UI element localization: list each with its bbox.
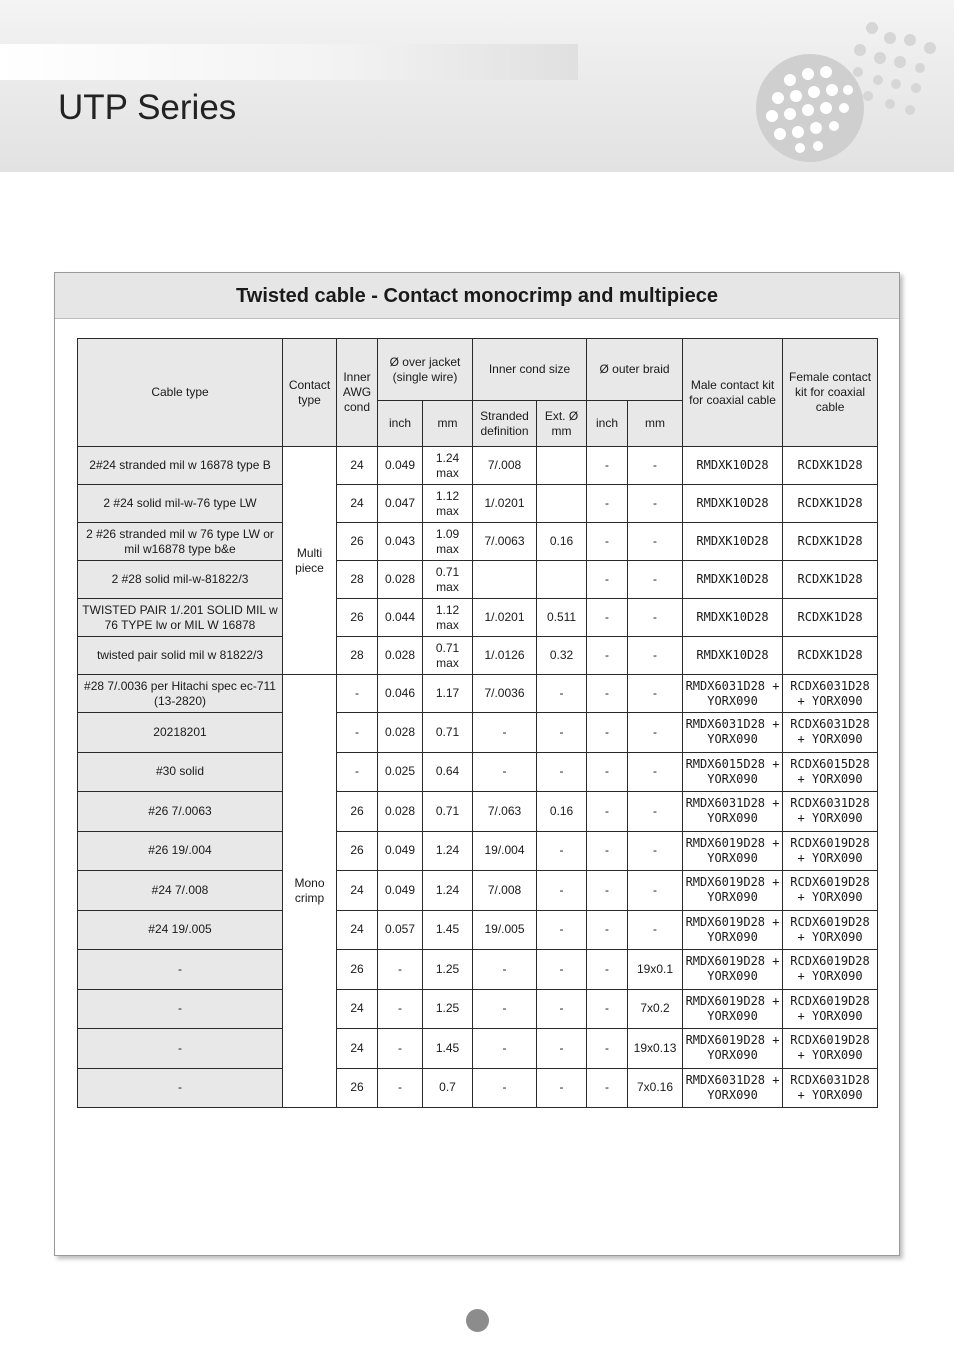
j-inch-cell: - [378, 1068, 423, 1108]
male-kit-cell: RMDXK10D28 [683, 599, 783, 637]
j-inch-cell: - [378, 989, 423, 1029]
cable-type-cell: - [78, 1068, 283, 1108]
male-kit-cell: RMDXK10D28 [683, 523, 783, 561]
panel-title: Twisted cable - Contact monocrimp and multipiece [55, 273, 899, 319]
j-mm-cell: 1.25 [423, 950, 473, 990]
header-female-kit: Female contact kit for coaxial cable [783, 339, 878, 447]
awg-cell: 26 [337, 523, 378, 561]
cable-type-cell: #24 7/.008 [78, 871, 283, 911]
strand-cell: 7/.0036 [473, 675, 537, 713]
strand-cell: 1/.0201 [473, 485, 537, 523]
table-row [78, 989, 878, 1029]
table-row [78, 910, 878, 950]
male-kit-cell: RMDXK10D28 [683, 561, 783, 599]
b-mm-cell: 19x0.1 [628, 950, 683, 990]
strand-cell: - [473, 950, 537, 990]
strand-cell: - [473, 989, 537, 1029]
b-mm-cell: - [628, 561, 683, 599]
ext-cell: - [537, 675, 587, 713]
cable-type-cell: #28 7/.0036 per Hitachi spec ec-711 (13-2820) [78, 675, 283, 713]
strand-cell: 7/.008 [473, 447, 537, 485]
awg-cell: - [337, 675, 378, 713]
cable-type-cell: - [78, 989, 283, 1029]
cable-type-cell: - [78, 1029, 283, 1069]
ext-cell: - [537, 950, 587, 990]
ext-cell [537, 561, 587, 599]
female-kit-cell: RCDXK1D28 [783, 599, 878, 637]
cable-type-cell: twisted pair solid mil w 81822/3 [78, 637, 283, 675]
b-mm-cell: - [628, 713, 683, 753]
table-row [78, 637, 878, 675]
header-cable-type: Cable type [78, 339, 283, 447]
b-inch-cell: - [587, 1029, 628, 1069]
j-mm-cell: 0.71 max [423, 637, 473, 675]
b-inch-cell: - [587, 637, 628, 675]
cable-type-cell: #26 19/.004 [78, 831, 283, 871]
female-kit-cell: RCDX6015D28 + YORX090 [783, 752, 878, 792]
b-mm-cell: - [628, 871, 683, 911]
group-multi-piece: Multi piece [283, 447, 337, 675]
dots-logo-icon [740, 10, 954, 172]
awg-cell: 26 [337, 831, 378, 871]
j-mm-cell: 0.71 max [423, 561, 473, 599]
b-inch-cell: - [587, 831, 628, 871]
header-ext: Ext. Ø mm [537, 401, 587, 447]
awg-cell: - [337, 752, 378, 792]
ext-cell [537, 485, 587, 523]
j-inch-cell: 0.044 [378, 599, 423, 637]
header-male-kit: Male contact kit for coaxial cable [683, 339, 783, 447]
awg-cell: 26 [337, 792, 378, 832]
j-mm-cell: 1.12 max [423, 485, 473, 523]
female-kit-cell: RCDX6031D28 + YORX090 [783, 1068, 878, 1108]
cable-type-cell: #26 7/.0063 [78, 792, 283, 832]
b-inch-cell: - [587, 599, 628, 637]
b-mm-cell: - [628, 752, 683, 792]
table-row [78, 871, 878, 911]
j-mm-cell: 1.24 [423, 871, 473, 911]
ext-cell: 0.511 [537, 599, 587, 637]
strand-cell: 1/.0126 [473, 637, 537, 675]
awg-cell: 24 [337, 989, 378, 1029]
spec-table [77, 338, 878, 1108]
ext-cell: - [537, 831, 587, 871]
ext-cell [537, 447, 587, 485]
cable-type-cell: 2 #26 stranded mil w 76 type LW or mil w16878 type b&e [78, 523, 283, 561]
male-kit-cell: RMDX6019D28 + YORX090 [683, 910, 783, 950]
female-kit-cell: RCDX6019D28 + YORX090 [783, 831, 878, 871]
b-inch-cell: - [587, 523, 628, 561]
male-kit-cell: RMDX6031D28 + YORX090 [683, 713, 783, 753]
female-kit-cell: RCDXK1D28 [783, 637, 878, 675]
b-inch-cell: - [587, 675, 628, 713]
female-kit-cell: RCDX6031D28 + YORX090 [783, 675, 878, 713]
table-row [78, 950, 878, 990]
j-inch-cell: 0.028 [378, 561, 423, 599]
cable-type-cell: - [78, 950, 283, 990]
strand-cell: - [473, 752, 537, 792]
header-inner-cond: Inner cond size [473, 339, 587, 401]
cable-type-cell: #24 19/.005 [78, 910, 283, 950]
j-inch-cell: 0.057 [378, 910, 423, 950]
female-kit-cell: RCDX6019D28 + YORX090 [783, 1029, 878, 1069]
female-kit-cell: RCDXK1D28 [783, 561, 878, 599]
cable-type-cell: 2 #28 solid mil-w-81822/3 [78, 561, 283, 599]
b-mm-cell: - [628, 831, 683, 871]
header-braid-mm: mm [628, 401, 683, 447]
male-kit-cell: RMDX6019D28 + YORX090 [683, 1029, 783, 1069]
page-title: UTP Series [58, 88, 237, 127]
male-kit-cell: RMDX6031D28 + YORX090 [683, 675, 783, 713]
j-inch-cell: 0.028 [378, 792, 423, 832]
header-stripe [0, 44, 578, 80]
awg-cell: 28 [337, 637, 378, 675]
awg-cell: 24 [337, 910, 378, 950]
awg-cell: 26 [337, 1068, 378, 1108]
ext-cell: - [537, 713, 587, 753]
b-inch-cell: - [587, 752, 628, 792]
j-mm-cell: 1.24 max [423, 447, 473, 485]
b-mm-cell: - [628, 485, 683, 523]
b-inch-cell: - [587, 447, 628, 485]
female-kit-cell: RCDXK1D28 [783, 447, 878, 485]
b-inch-cell: - [587, 485, 628, 523]
b-inch-cell: - [587, 871, 628, 911]
j-mm-cell: 0.7 [423, 1068, 473, 1108]
strand-cell: 19/.004 [473, 831, 537, 871]
male-kit-cell: RMDXK10D28 [683, 447, 783, 485]
j-inch-cell: - [378, 1029, 423, 1069]
b-mm-cell: - [628, 637, 683, 675]
spec-panel [54, 272, 900, 1256]
strand-cell: 7/.063 [473, 792, 537, 832]
header-contact-type: Contact type [283, 339, 337, 447]
j-mm-cell: 1.25 [423, 989, 473, 1029]
strand-cell: - [473, 1068, 537, 1108]
table-row [78, 523, 878, 561]
awg-cell: 26 [337, 950, 378, 990]
j-inch-cell: 0.049 [378, 871, 423, 911]
header-outer-braid: Ø outer braid [587, 339, 683, 401]
b-mm-cell: - [628, 447, 683, 485]
header-jacket-mm: mm [423, 401, 473, 447]
strand-cell: 7/.0063 [473, 523, 537, 561]
female-kit-cell: RCDXK1D28 [783, 485, 878, 523]
header-jacket-inch: inch [378, 401, 423, 447]
b-inch-cell: - [587, 713, 628, 753]
female-kit-cell: RCDX6019D28 + YORX090 [783, 989, 878, 1029]
b-inch-cell: - [587, 950, 628, 990]
strand-cell: 19/.005 [473, 910, 537, 950]
cable-type-cell: 2 #24 solid mil-w-76 type LW [78, 485, 283, 523]
table-row [78, 599, 878, 637]
table-row [78, 1029, 878, 1069]
male-kit-cell: RMDX6019D28 + YORX090 [683, 871, 783, 911]
ext-cell: - [537, 1068, 587, 1108]
ext-cell: - [537, 871, 587, 911]
b-mm-cell: - [628, 599, 683, 637]
ext-cell: - [537, 752, 587, 792]
b-inch-cell: - [587, 561, 628, 599]
b-inch-cell: - [587, 1068, 628, 1108]
b-mm-cell: - [628, 910, 683, 950]
table-row [78, 831, 878, 871]
strand-cell: - [473, 713, 537, 753]
awg-cell: - [337, 713, 378, 753]
j-inch-cell: 0.025 [378, 752, 423, 792]
female-kit-cell: RCDX6031D28 + YORX090 [783, 792, 878, 832]
ext-cell: - [537, 910, 587, 950]
j-inch-cell: 0.028 [378, 713, 423, 753]
group-mono-crimp: Mono crimp [283, 675, 337, 1108]
j-inch-cell: 0.028 [378, 637, 423, 675]
ext-cell: - [537, 989, 587, 1029]
ext-cell: 0.16 [537, 523, 587, 561]
cable-type-cell: 2#24 stranded mil w 16878 type B [78, 447, 283, 485]
female-kit-cell: RCDX6019D28 + YORX090 [783, 910, 878, 950]
awg-cell: 24 [337, 485, 378, 523]
cable-type-cell: #30 solid [78, 752, 283, 792]
j-inch-cell: 0.049 [378, 447, 423, 485]
ext-cell: 0.32 [537, 637, 587, 675]
awg-cell: 24 [337, 447, 378, 485]
table-row [78, 561, 878, 599]
strand-cell: 1/.0201 [473, 599, 537, 637]
j-mm-cell: 0.64 [423, 752, 473, 792]
j-inch-cell: 0.043 [378, 523, 423, 561]
male-kit-cell: RMDX6015D28 + YORX090 [683, 752, 783, 792]
female-kit-cell: RCDX6019D28 + YORX090 [783, 950, 878, 990]
table-row [78, 713, 878, 753]
b-mm-cell: - [628, 523, 683, 561]
b-mm-cell: 7x0.16 [628, 1068, 683, 1108]
table-row [78, 485, 878, 523]
j-mm-cell: 1.45 [423, 1029, 473, 1069]
j-inch-cell: 0.049 [378, 831, 423, 871]
table-row [78, 447, 878, 485]
j-mm-cell: 1.17 [423, 675, 473, 713]
male-kit-cell: RMDX6031D28 + YORX090 [683, 1068, 783, 1108]
j-inch-cell: - [378, 950, 423, 990]
j-inch-cell: 0.046 [378, 675, 423, 713]
male-kit-cell: RMDX6031D28 + YORX090 [683, 792, 783, 832]
awg-cell: 28 [337, 561, 378, 599]
cable-type-cell: TWISTED PAIR 1/.201 SOLID MIL w 76 TYPE lw or MIL W 16878 [78, 599, 283, 637]
j-mm-cell: 0.71 [423, 713, 473, 753]
male-kit-cell: RMDX6019D28 + YORX090 [683, 989, 783, 1029]
page-indicator [466, 1309, 489, 1332]
strand-cell: 7/.008 [473, 871, 537, 911]
b-inch-cell: - [587, 910, 628, 950]
male-kit-cell: RMDXK10D28 [683, 637, 783, 675]
awg-cell: 24 [337, 1029, 378, 1069]
j-mm-cell: 0.71 [423, 792, 473, 832]
b-mm-cell: - [628, 675, 683, 713]
strand-cell: - [473, 1029, 537, 1069]
male-kit-cell: RMDX6019D28 + YORX090 [683, 950, 783, 990]
header-inner-awg: Inner AWG cond [337, 339, 378, 447]
b-mm-cell: - [628, 792, 683, 832]
awg-cell: 26 [337, 599, 378, 637]
strand-cell [473, 561, 537, 599]
header-braid-inch: inch [587, 401, 628, 447]
ext-cell: 0.16 [537, 792, 587, 832]
table-row [78, 792, 878, 832]
male-kit-cell: RMDXK10D28 [683, 485, 783, 523]
female-kit-cell: RCDX6019D28 + YORX090 [783, 871, 878, 911]
cable-type-cell: 20218201 [78, 713, 283, 753]
j-mm-cell: 1.24 [423, 831, 473, 871]
female-kit-cell: RCDX6031D28 + YORX090 [783, 713, 878, 753]
awg-cell: 24 [337, 871, 378, 911]
b-mm-cell: 19x0.13 [628, 1029, 683, 1069]
table-row [78, 1068, 878, 1108]
female-kit-cell: RCDXK1D28 [783, 523, 878, 561]
table-row [78, 675, 878, 713]
b-inch-cell: - [587, 792, 628, 832]
j-mm-cell: 1.12 max [423, 599, 473, 637]
header-stranded: Stranded definition [473, 401, 537, 447]
b-mm-cell: 7x0.2 [628, 989, 683, 1029]
j-inch-cell: 0.047 [378, 485, 423, 523]
j-mm-cell: 1.45 [423, 910, 473, 950]
table-row [78, 752, 878, 792]
b-inch-cell: - [587, 989, 628, 1029]
ext-cell: - [537, 1029, 587, 1069]
header-jacket: Ø over jacket (single wire) [378, 339, 473, 401]
male-kit-cell: RMDX6019D28 + YORX090 [683, 831, 783, 871]
j-mm-cell: 1.09 max [423, 523, 473, 561]
